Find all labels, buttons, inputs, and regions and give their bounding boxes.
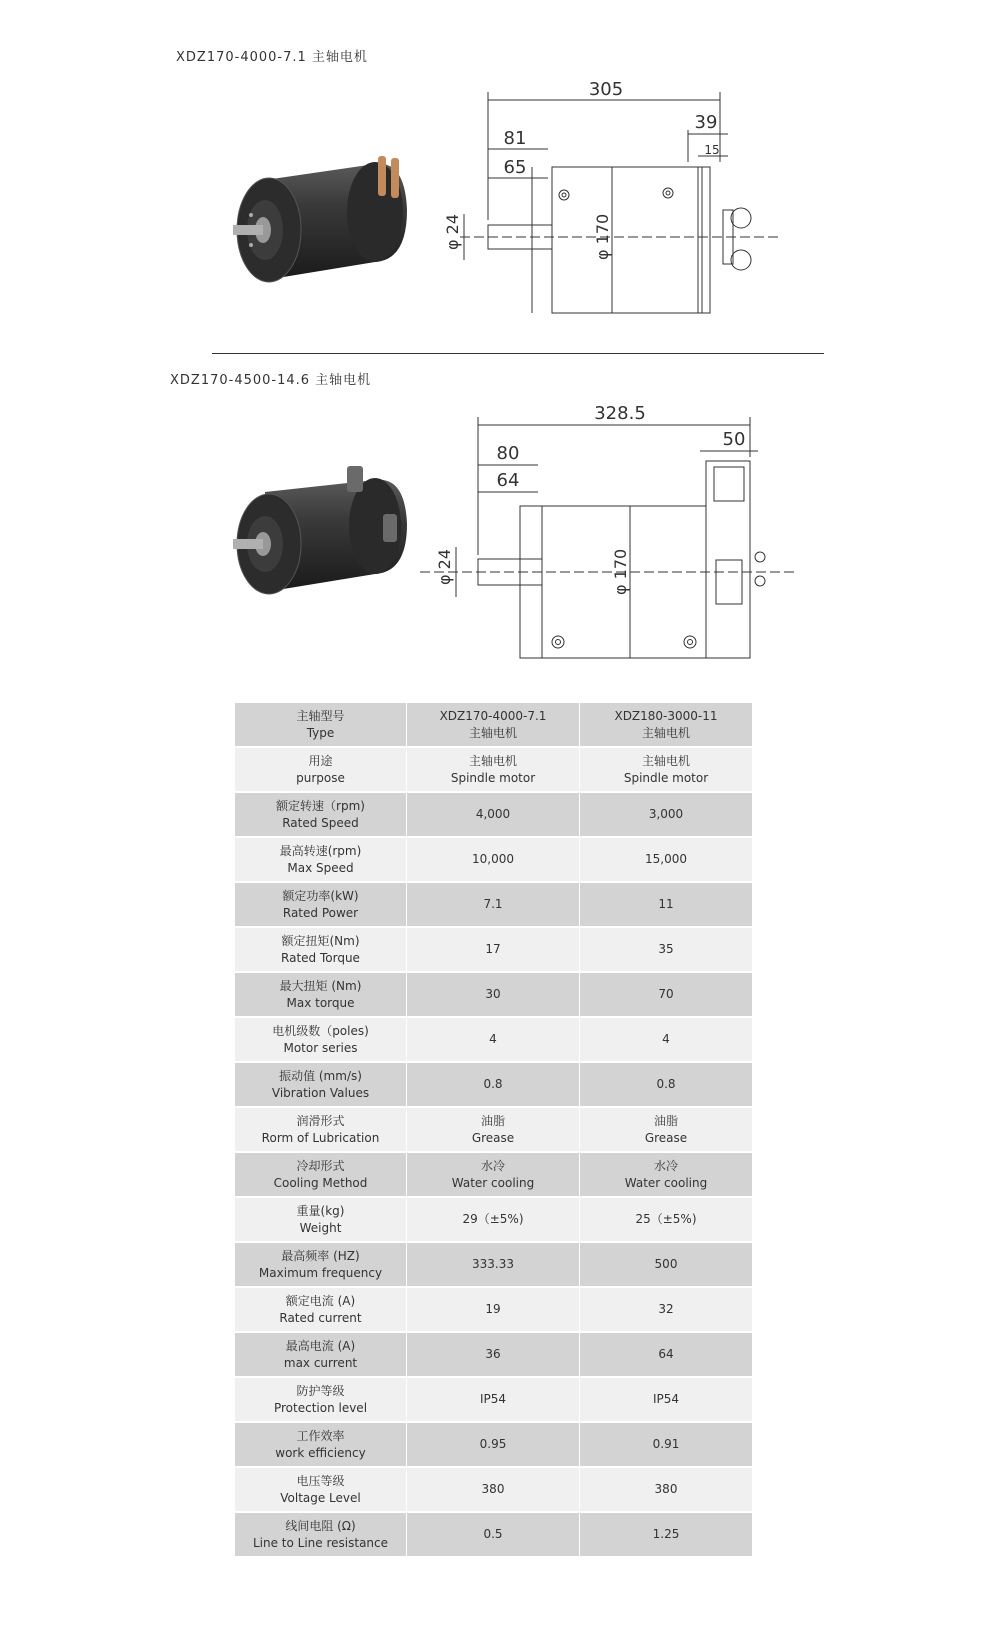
table-row: 防护等级 Protection level IP54 IP54 [235,1377,752,1422]
dim-50: 50 [722,429,746,450]
dim-65: 65 [503,157,527,178]
dim-81: 81 [503,128,527,149]
table-row: 最高电流 (A) max current 36 64 [235,1332,752,1377]
dim-shaft-dia: φ 24 [435,549,454,585]
table-row: 工作效率 work efficiency 0.95 0.91 [235,1422,752,1467]
table-row: 额定转速（rpm) Rated Speed 4,000 3,000 [235,792,752,837]
table-row: 最高转速(rpm) Max Speed 10,000 15,000 [235,837,752,882]
section1-caption: XDZ170-4000-7.1 主轴电机 [176,50,368,65]
table-row: 电机级数（poles) Motor series 4 4 [235,1017,752,1062]
table-row: 额定电流 (A) Rated current 19 32 [235,1287,752,1332]
table-row: 冷却形式 Cooling Method 水冷 Water cooling 水冷 Water cooling [235,1152,752,1197]
dim-305: 305 [588,79,624,100]
table-row: 振动值 (mm/s) Vibration Values 0.8 0.8 [235,1062,752,1107]
table-row: 用途 purpose 主轴电机 Spindle motor 主轴电机 Spindle motor [235,747,752,792]
table-row: 线间电阻 (Ω) Line to Line resistance 0.5 1.25 [235,1512,752,1557]
dim-shaft-dia: φ 24 [443,214,462,250]
dim-body-dia: φ 170 [593,213,612,260]
table-row: 润滑形式 Rorm of Lubrication 油脂 Grease 油脂 Grease [235,1107,752,1152]
dim-15: 15 [704,143,720,157]
dim-64: 64 [496,470,520,491]
drawing-2 [420,395,800,670]
table-row: 电压等级 Voltage Level 380 380 [235,1467,752,1512]
table-row: 最大扭矩 (Nm) Max torque 30 70 [235,972,752,1017]
dim-body-dia: φ 170 [611,548,630,595]
table-row: 额定扭矩(Nm) Rated Torque 17 35 [235,927,752,972]
section2-caption: XDZ170-4500-14.6 主轴电机 [170,373,372,388]
table-header-row [235,703,752,747]
header-type: 主轴型号 Type [235,703,407,747]
table-row: 最高频率 (HZ) Maximum frequency 333.33 500 [235,1242,752,1287]
table-row: 额定功率(kW) Rated Power 7.1 11 [235,882,752,927]
dim-80: 80 [496,443,520,464]
dim-39: 39 [694,112,718,133]
table-row: 重量(kg) Weight 29（±5%) 25（±5%) [235,1197,752,1242]
section-divider [212,353,824,354]
header-model-2: XDZ180-3000-11 主轴电机 [580,703,753,747]
spec-table [235,703,752,1558]
drawing-1 [440,70,800,330]
motor-photo-2 [225,462,425,602]
header-model-1: XDZ170-4000-7.1 主轴电机 [407,703,580,747]
motor-photo-1 [225,150,425,290]
dim-328-5: 328.5 [594,403,646,424]
